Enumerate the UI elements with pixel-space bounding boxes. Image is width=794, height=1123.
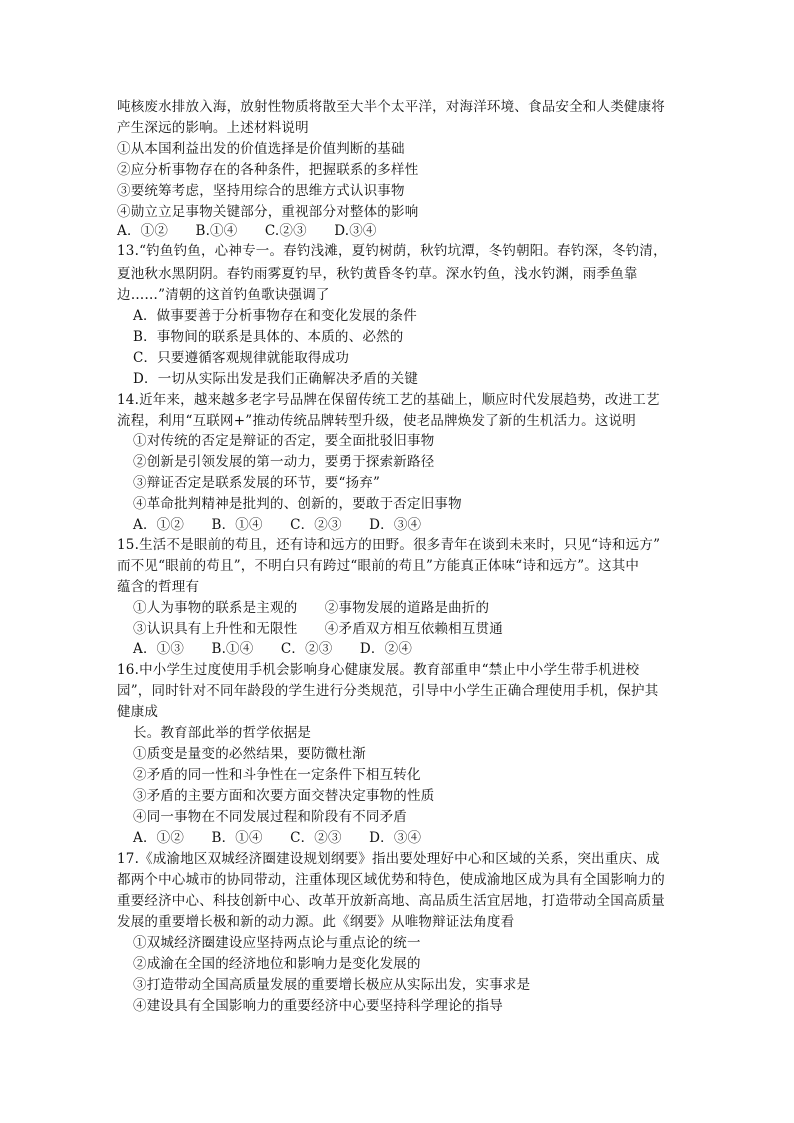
option-line: ②矛盾的同一性和斗争性在一定条件下相互转化	[133, 767, 421, 783]
text-line: 园”，同时针对不同年龄段的学生进行分类规范，引导中小学生正确合理使用手机，保护其	[117, 683, 659, 699]
text-line: 蕴含的哲理有	[117, 579, 200, 595]
question-13: 13.“钓鱼钓鱼，心神专一。春钓浅滩，夏钓树荫，秋钓坑潭，冬钓朝阳。春钓深，冬钓清，	[117, 243, 667, 259]
text-line: 健康成	[117, 704, 159, 720]
answer-choices: A．①② B．①④ C．②③ D．③④	[133, 517, 422, 533]
question-15: 15.生活不是眼前的苟且，还有诗和远方的田野。很多青年在谈到未来时，只见“诗和远方”	[117, 537, 661, 553]
text-line: 边……”清朝的这首钓鱼歌诀强调了	[117, 287, 330, 303]
option-line: ①双城经济圈建设应坚持两点论与重点论的统一	[133, 935, 421, 951]
text-line: 流程，利用“互联网+”推动传统品牌转型升级，使老品牌焕发了新的生机活力。这说明	[117, 413, 636, 429]
option-line: ③矛盾的主要方面和次要方面交替决定事物的性质	[133, 788, 435, 804]
text-line: 吨核废水排放入海，放射性物质将散至大半个太平洋，对海洋环境、食品安全和人类健康将	[117, 99, 665, 115]
answer-choices: A．①② B．①④ C．②③ D．③④	[133, 830, 422, 846]
option-line: ①从本国利益出发的价值选择是价值判断的基础	[117, 141, 405, 157]
option-d: D．一切从实际出发是我们正确解决矛盾的关键	[133, 371, 419, 387]
text-line: 产生深远的影响。上述材料说明	[117, 120, 309, 136]
text-line: 都两个中心城市的协同带动，注重体现区域优势和特色，使成渝地区成为具有全国影响力的	[117, 872, 665, 888]
answer-choices: A．①② B.①④ C.②③ D.③④	[117, 223, 377, 239]
option-line: ①对传统的否定是辩证的否定，要全面批驳旧事物	[133, 433, 435, 449]
question-17: 17.《成渝地区双城经济圈建设规划纲要》指出要处理好中心和区域的关系，突出重庆、成	[117, 851, 660, 867]
option-b: B．事物间的联系是具体的、本质的、必然的	[133, 329, 404, 345]
option-line: ③认识具有上升性和无限性 ④矛盾双方相互依赖相互贯通	[133, 621, 503, 637]
option-line: ④勋立立足事物关键部分，重视部分对整体的影响	[117, 204, 419, 220]
option-line: ①人为事物的联系是主观的 ②事物发展的道路是曲折的	[133, 600, 490, 616]
option-line: ③打造带动全国高质量发展的重要增长极应从实际出发，实事求是	[133, 977, 531, 993]
text-line: 发展的重要增长极和新的动力源。此《纲要》从唯物辩证法角度看	[117, 914, 515, 930]
text-line: 长。教育部此举的哲学依据是	[133, 725, 312, 741]
text-line: 而不见“眼前的苟且”，不明白只有跨过“眼前的苟且”方能真正体味“诗和远方”。这其中	[117, 558, 640, 574]
option-a: A．做事要善于分析事物存在和变化发展的条件	[133, 308, 417, 324]
option-line: ④建设具有全国影响力的重要经济中心要坚持科学理论的指导	[133, 998, 503, 1014]
question-14: 14.近年来，越来越多老字号品牌在保留传统工艺的基础上，顺应时代发展趋势，改进工艺	[117, 392, 660, 408]
option-line: ④革命批判精神是批判的、创新的，要敢于否定旧事物	[133, 496, 462, 512]
text-line: 重要经济中心、科技创新中心、改革开放新高地、高品质生活宜居地，打造带动全国高质量	[117, 893, 665, 909]
option-line: ②创新是引领发展的第一动力，要勇于探索新路径	[133, 454, 435, 470]
option-line: ③辩证否定是联系发展的环节，要“扬弃”	[133, 475, 381, 491]
option-line: ④同一事物在不同发展过程和阶段有不同矛盾	[133, 809, 407, 825]
question-16: 16.中小学生过度使用手机会影响身心健康发展。教育部重申“禁止中小学生带手机进校	[117, 662, 640, 678]
option-line: ③要统筹考虑，坚持用综合的思维方式认识事物	[117, 183, 405, 199]
text-line: 夏池秋水黑阴阴。春钓雨雾夏钓早，秋钓黄昏冬钓草。深水钓鱼，浅水钓渊，雨季鱼靠	[117, 266, 638, 282]
option-line: ②应分析事物存在的各种条件，把握联系的多样性	[117, 162, 419, 178]
answer-choices: A．①③ B.①④ C．②③ D．②④	[133, 641, 413, 657]
option-line: ②成渝在全国的经济地位和影响力是变化发展的	[133, 956, 421, 972]
option-line: ①质变是量变的必然结果，要防微杜渐	[133, 746, 366, 762]
option-c: C．只要遵循客观规律就能取得成功	[133, 350, 350, 366]
